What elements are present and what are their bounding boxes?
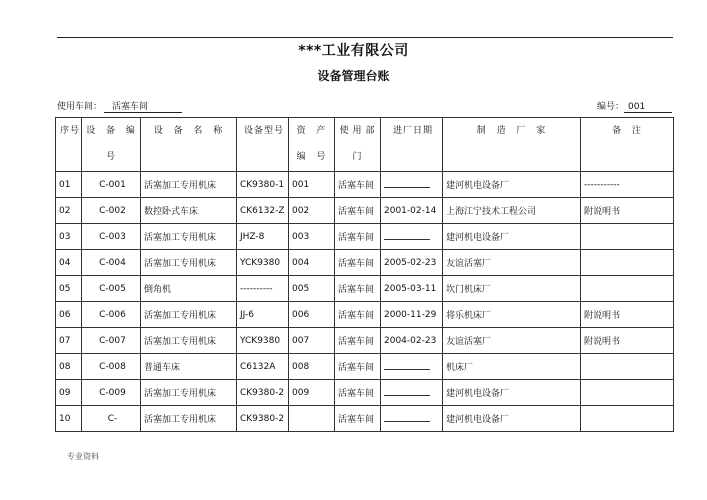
header-date: 进厂日期	[381, 118, 443, 172]
cell-note	[581, 354, 674, 380]
cell-date	[381, 406, 443, 432]
equipment-ledger-table	[55, 117, 674, 432]
cell-code: C-	[82, 406, 141, 432]
cell-name: 活塞加工专用机床	[141, 380, 237, 406]
cell-note: 附说明书	[581, 302, 674, 328]
cell-model: YCK9380	[237, 250, 289, 276]
cell-code: C-001	[82, 172, 141, 198]
cell-dept: 活塞车间	[335, 406, 381, 432]
cell-asset: 003	[289, 224, 335, 250]
number-label: 编号：	[597, 102, 625, 112]
cell-dept: 活塞车间	[335, 328, 381, 354]
cell-dept: 活塞车间	[335, 276, 381, 302]
cell-no: 04	[56, 250, 82, 276]
table-row	[56, 198, 674, 224]
cell-dept: 活塞车间	[335, 224, 381, 250]
cell-code: C-003	[82, 224, 141, 250]
cell-no: 02	[56, 198, 82, 224]
number-value: 001	[624, 102, 672, 113]
cell-dept: 活塞车间	[335, 302, 381, 328]
cell-date	[381, 354, 443, 380]
ledger-body	[56, 172, 674, 432]
blank-line	[384, 413, 430, 422]
cell-name: 数控卧式车床	[141, 198, 237, 224]
table-row	[56, 328, 674, 354]
cell-maker: 建河机电设备厂	[443, 224, 581, 250]
cell-maker: 建河机电设备厂	[443, 172, 581, 198]
blank-line	[384, 361, 430, 370]
cell-maker: 将乐机床厂	[443, 302, 581, 328]
cell-name: 普通车床	[141, 354, 237, 380]
cell-date: 2004-02-23	[381, 328, 443, 354]
number-field	[597, 99, 672, 113]
cell-note	[581, 276, 674, 302]
cell-name: 活塞加工专用机床	[141, 250, 237, 276]
header-asset: 资 产 编 号	[289, 118, 335, 172]
cell-code: C-009	[82, 380, 141, 406]
cell-name: 活塞加工专用机床	[141, 328, 237, 354]
cell-code: C-002	[82, 198, 141, 224]
cell-model: C6132A	[237, 354, 289, 380]
cell-name: 活塞加工专用机床	[141, 224, 237, 250]
cell-dept: 活塞车间	[335, 354, 381, 380]
table-row	[56, 380, 674, 406]
header-row	[56, 118, 674, 172]
cell-name: 活塞加工专用机床	[141, 406, 237, 432]
header-model: 设备型号	[237, 118, 289, 172]
cell-note	[581, 224, 674, 250]
cell-asset: 004	[289, 250, 335, 276]
cell-name: 活塞加工专用机床	[141, 172, 237, 198]
cell-asset: 005	[289, 276, 335, 302]
cell-code: C-008	[82, 354, 141, 380]
header-note: 备 注	[581, 118, 674, 172]
cell-no: 01	[56, 172, 82, 198]
cell-model: CK9380-2	[237, 406, 289, 432]
table-row	[56, 302, 674, 328]
header-name: 设 备 名 称	[141, 118, 237, 172]
cell-asset: 008	[289, 354, 335, 380]
cell-model: YCK9380	[237, 328, 289, 354]
cell-date: 2005-02-23	[381, 250, 443, 276]
cell-maker: 友谊活塞厂	[443, 328, 581, 354]
cell-date: 2000-11-29	[381, 302, 443, 328]
cell-no: 09	[56, 380, 82, 406]
cell-asset: 007	[289, 328, 335, 354]
cell-date	[381, 224, 443, 250]
cell-no: 06	[56, 302, 82, 328]
company-title: ***工业有限公司	[298, 43, 409, 59]
cell-maker: 建河机电设备厂	[443, 406, 581, 432]
blank-line	[384, 231, 430, 240]
table-row	[56, 250, 674, 276]
cell-maker: 友谊活塞厂	[443, 250, 581, 276]
cell-no: 03	[56, 224, 82, 250]
cell-asset: 002	[289, 198, 335, 224]
cell-dept: 活塞车间	[335, 250, 381, 276]
cell-dept: 活塞车间	[335, 198, 381, 224]
cell-note	[581, 380, 674, 406]
cell-date	[381, 172, 443, 198]
cell-maker: 机床厂	[443, 354, 581, 380]
header-code: 设 备 编 号	[82, 118, 141, 172]
header-maker: 制 造 厂 家	[443, 118, 581, 172]
header-dept: 使用部门	[335, 118, 381, 172]
table-row	[56, 224, 674, 250]
cell-no: 10	[56, 406, 82, 432]
cell-asset: 006	[289, 302, 335, 328]
table-row	[56, 276, 674, 302]
table-row	[56, 406, 674, 432]
cell-date: 2005-03-11	[381, 276, 443, 302]
cell-dept: 活塞车间	[335, 380, 381, 406]
cell-asset: 001	[289, 172, 335, 198]
cell-name: 倒角机	[141, 276, 237, 302]
cell-model: JJ-6	[237, 302, 289, 328]
header-no: 序号	[56, 118, 82, 172]
cell-note: -----------	[581, 172, 674, 198]
cell-code: C-007	[82, 328, 141, 354]
cell-note	[581, 406, 674, 432]
cell-model: CK9380-1	[237, 172, 289, 198]
cell-no: 08	[56, 354, 82, 380]
cell-note	[581, 250, 674, 276]
document-title: 设备管理台账	[317, 69, 390, 83]
cell-model: JHZ-8	[237, 224, 289, 250]
blank-line	[384, 387, 430, 396]
cell-asset: 009	[289, 380, 335, 406]
cell-code: C-004	[82, 250, 141, 276]
cell-note: 附说明书	[581, 328, 674, 354]
cell-code: C-005	[82, 276, 141, 302]
table-row	[56, 172, 674, 198]
workshop-field	[57, 99, 182, 113]
cell-asset	[289, 406, 335, 432]
cell-dept: 活塞车间	[335, 172, 381, 198]
cell-code: C-006	[82, 302, 141, 328]
cell-maker: 坎门机床厂	[443, 276, 581, 302]
cell-maker: 上海江宁技术工程公司	[443, 198, 581, 224]
cell-model: CK9380-2	[237, 380, 289, 406]
cell-name: 活塞加工专用机床	[141, 302, 237, 328]
cell-date	[381, 380, 443, 406]
top-rule	[57, 37, 673, 38]
cell-note: 附说明书	[581, 198, 674, 224]
cell-no: 05	[56, 276, 82, 302]
cell-no: 07	[56, 328, 82, 354]
cell-date: 2001-02-14	[381, 198, 443, 224]
workshop-value: 活塞车间	[104, 99, 182, 113]
cell-maker: 建河机电设备厂	[443, 380, 581, 406]
blank-line	[384, 179, 430, 188]
table-row	[56, 354, 674, 380]
cell-model: CK6132-Z	[237, 198, 289, 224]
workshop-label: 使用车间：	[57, 102, 103, 112]
footer-text: 专业资料	[67, 452, 99, 461]
cell-model: ----------	[237, 276, 289, 302]
